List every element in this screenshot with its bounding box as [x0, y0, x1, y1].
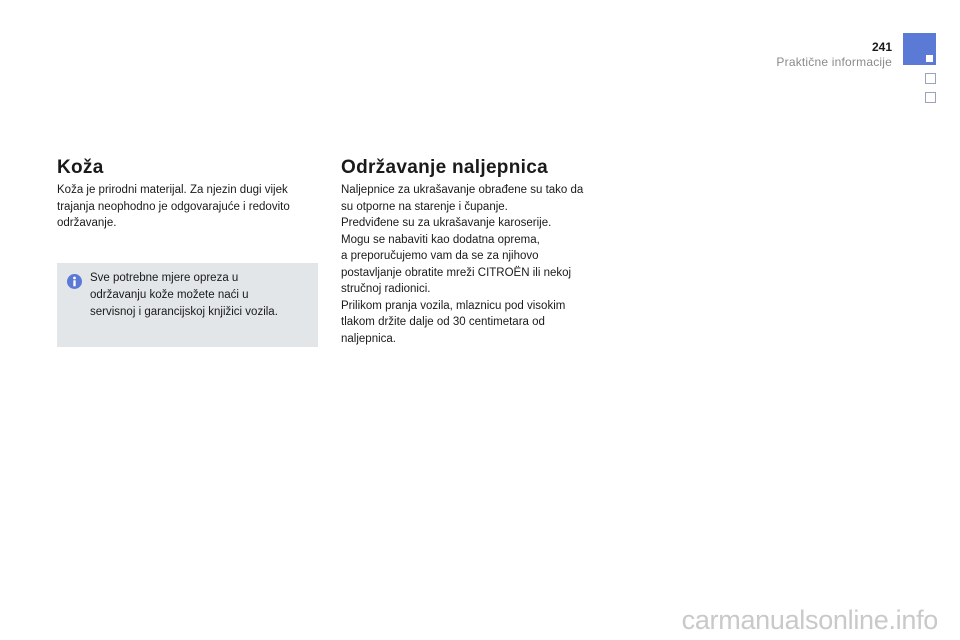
- paragraph-line: trajanja neophodno je odgovarajuće i redovito: [57, 200, 290, 213]
- tab-marker: [926, 55, 933, 62]
- paragraph-line: tlakom držite dalje od 30 centimetara od: [341, 316, 545, 328]
- page-number: 241: [871, 40, 892, 54]
- watermark: carmanualsonline.info: [681, 605, 938, 635]
- stickers-paragraph: [341, 182, 611, 347]
- paragraph-line: a preporučujemo vam da se za njihovo: [341, 250, 539, 262]
- stickers-heading: Održavanje naljepnica: [341, 157, 548, 178]
- paragraph-line: su otporne na starenje i čupanje.: [341, 200, 508, 213]
- paragraph-line: Prilikom pranja vozila, mlaznicu pod visokim: [341, 299, 566, 312]
- paragraph-line: Predviđene su za ukrašavanje karoserije.: [341, 217, 552, 229]
- note-line: održavanju kože možete naći u: [90, 289, 249, 301]
- leather-paragraph: [57, 182, 317, 232]
- note-line: servisnoj i garancijskoj knjižici vozila.: [90, 306, 278, 318]
- info-icon: [67, 274, 82, 289]
- paragraph-line: naljepnica.: [341, 332, 396, 345]
- paragraph-line: Mogu se nabaviti kao dodatna oprema,: [341, 233, 540, 246]
- paragraph-line: postavljanje obratite mreži CITROËN ili nekoj: [341, 266, 572, 279]
- chapter-tab[interactable]: [925, 92, 936, 103]
- info-note-text: [90, 270, 312, 321]
- note-line: Sve potrebne mjere opreza u: [90, 272, 239, 284]
- paragraph-line: stručnoj radionici.: [341, 283, 431, 295]
- paragraph-line: održavanje.: [57, 217, 117, 229]
- info-note-box: [57, 263, 318, 347]
- paragraph-line: Naljepnice za ukrašavanje obrađene su tako da: [341, 184, 584, 196]
- section-title: Praktične informacije: [776, 55, 892, 69]
- leather-heading: Koža: [57, 157, 104, 178]
- chapter-tab-active[interactable]: [903, 33, 936, 65]
- paragraph-line: Koža je prirodni materijal. Za njezin dugi vijek: [57, 184, 288, 196]
- chapter-tab[interactable]: [925, 73, 936, 84]
